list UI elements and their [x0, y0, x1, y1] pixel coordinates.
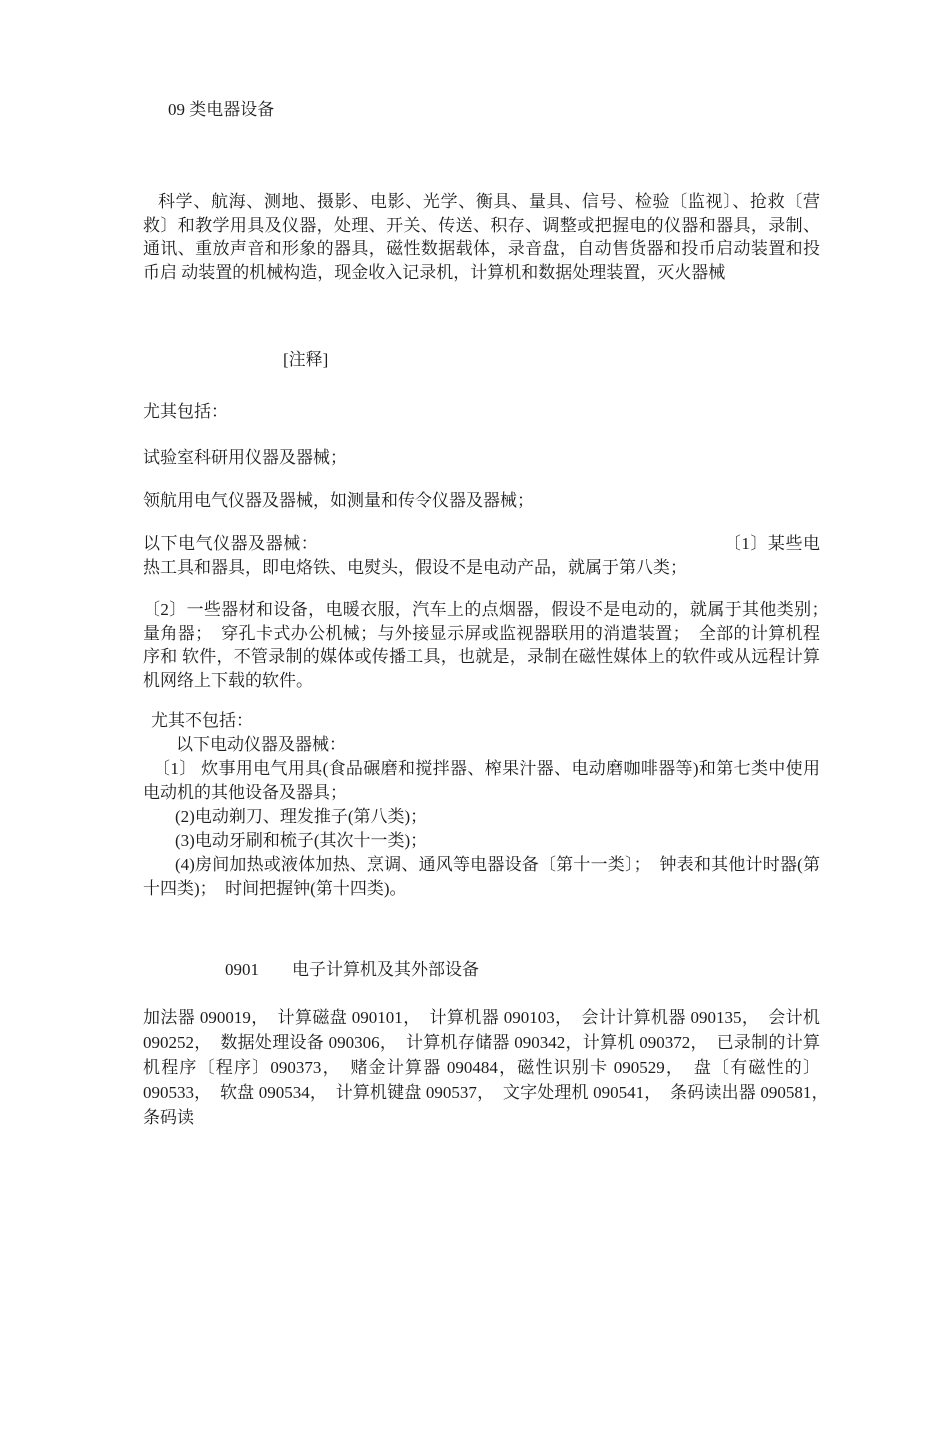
- electrical-label: 以下电气仪器及器械：: [143, 534, 319, 553]
- electrical-apparatus-line: [143, 532, 820, 579]
- exclude-item-razors: (2)电动剃刀、理发推子(第八类)；: [175, 807, 428, 826]
- layout-spacer: [259, 974, 292, 975]
- include-item-navigation: 领航用电气仪器及器械，如测量和传令仪器及器械；: [143, 491, 534, 510]
- section-heading-0901: [225, 958, 820, 982]
- includes-label: 尤其包括：: [143, 402, 228, 421]
- exclude-item-toothbrushes: (3)电动牙刷和梳子(其次十一类)；: [175, 831, 428, 850]
- class-title: 09 类电器设备: [168, 100, 275, 119]
- section-title: 电子计算机及其外部设备: [292, 960, 479, 979]
- excludes-label: 尤其不包括：: [151, 711, 253, 730]
- exclude-intro: 以下电动仪器及器械：: [176, 735, 346, 754]
- document-page: [0, 98, 950, 1130]
- section-code: 0901: [225, 960, 259, 979]
- layout-spacer: [318, 548, 723, 549]
- exclude-item-heating: (4)房间加热或液体加热、烹调、通风等电器设备〔第十一类〕； 钟表和其他计时器(第十四类)； 时间把握钟(第十四类)。: [143, 855, 820, 898]
- electrical-item-2: 〔2〕一些器材和设备，电暖衣服，汽车上的点烟器，假设不是电动的，就属于其他类别； 量角器； 穿孔卡式办公机械；与外接显示屏或监视器联用的消遣装置； 全部的计算机程序和 软件，不管录制的媒体或传播工具，也就是，录制在磁性媒体上的软件或从远程计算机网络上下载的软件。: [143, 600, 837, 690]
- include-item-laboratory: 试验室科研用仪器及器械；: [143, 448, 347, 467]
- excludes-block: [143, 709, 820, 901]
- exclude-item-cooking: 〔1〕 炊事用电气用具(食品碾磨和搅拌器、榨果汁器、电动磨咖啡器等)和第七类中使用电动机的其他设备及器具；: [143, 759, 820, 802]
- goods-codes-paragraph: 加法器 090019， 计算磁盘 090101， 计算机器 090103， 会计计算机器 090135， 会计机 090252， 数据处理设备 090306， 计算机存储器 090342，计算机 090372， 已录制的计算机程序〔程序〕090373， 赌金计算器 090484，磁性识别卡 090529， 盘〔有磁性的〕090533， 软盘 090534， 计算机键盘 090537， 文字处理机 090541， 条码读出器 090581， 条码读: [143, 1008, 837, 1127]
- note-heading: [注释]: [283, 350, 329, 369]
- class-intro-paragraph: 科学、航海、测地、摄影、电影、光学、衡具、量具、信号、检验〔监视〕、抢救〔营救〕和教学用具及仪器，处理、开关、传送、积存、调整或把握电的仪器和器具，录制、通讯、重放声音和形象的器具，磁性数据载体，录音盘，自动售货器和投币启动装置和投币启 动装置的机械构造，现金收入记录机，计算机和数据处理装置，灭火器械: [143, 192, 820, 282]
- electrical-item-1: 〔1〕某些电热工具和器具，即电烙铁、电熨头，假设不是电动产品，就属于第八类；: [143, 534, 820, 577]
